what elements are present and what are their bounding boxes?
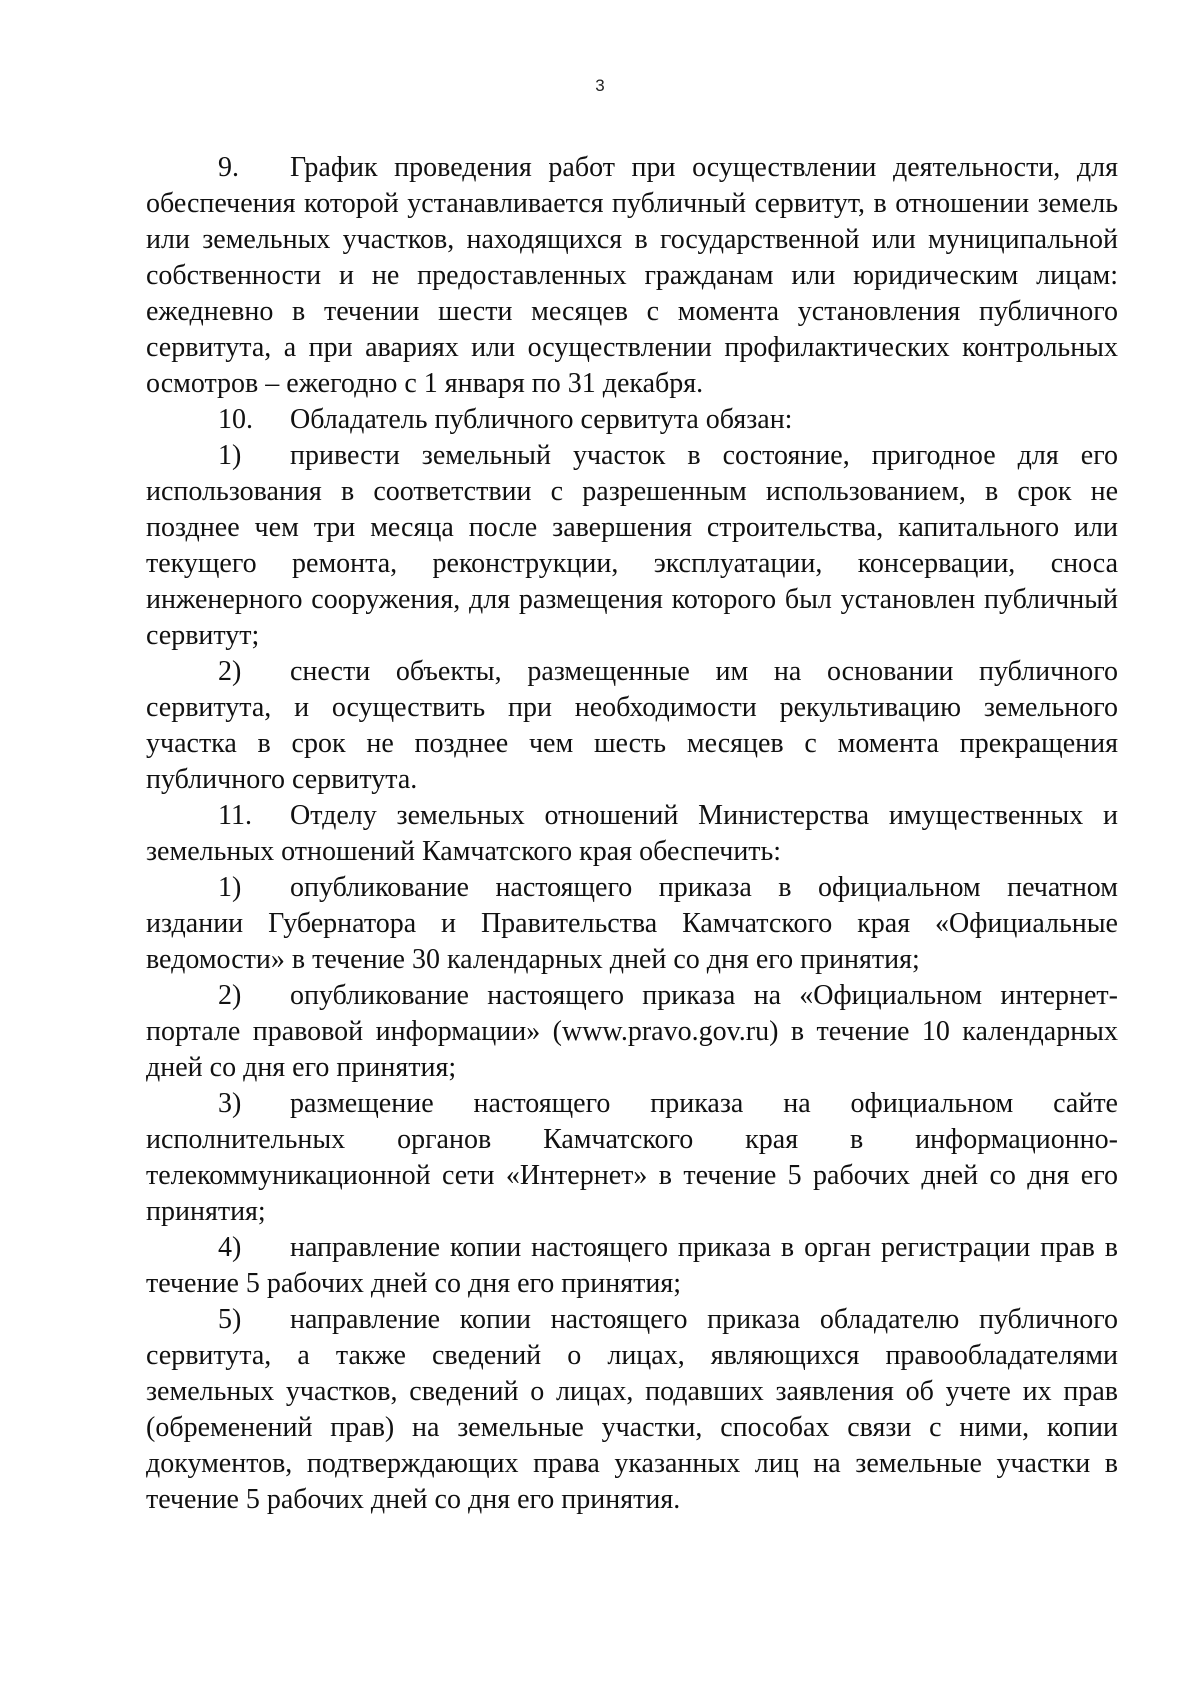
paragraph-text: Обладатель публичного сервитута обязан:	[290, 404, 793, 435]
paragraph-text: направление копии настоящего приказа обладателю публичного сервитута, а также сведений о лицах, являющихся правообладателями земельных участков, сведений о лицах, подавших заявления об учете их прав (обременений прав) на земельные участки, способах связи с ними, копии документов, подтверждающих права указанных лиц на земельные участки в течение 5 рабочих дней со дня его принятия.	[146, 1304, 1118, 1515]
paragraph-text: привести земельный участок в состояние, пригодное для его использования в соответствии с разрешенным использованием, в срок не позднее чем три месяца после завершения строительства, капитального или текущего ремонта, реконструкции, эксплуатации, консервации, сноса инженерного сооружения, для размещения которого был установлен публичный сервитут;	[146, 440, 1118, 651]
paragraph-11-item-1	[146, 870, 1118, 978]
paragraph-11	[146, 798, 1118, 870]
paragraph-10-item-1	[146, 438, 1118, 654]
paragraph-number: 1)	[218, 440, 242, 471]
paragraph-text: Отделу земельных отношений Министерства имущественных и земельных отношений Камчатского края обеспечить:	[146, 800, 1118, 867]
paragraph-number: 9.	[218, 152, 239, 183]
paragraph-number: 3)	[218, 1088, 242, 1119]
paragraph-9	[146, 150, 1118, 402]
paragraph-11-item-3	[146, 1086, 1118, 1230]
page-number: 3	[595, 76, 605, 95]
paragraph-text: направление копии настоящего приказа в орган регистрации прав в течение 5 рабочих дней со дня его принятия;	[146, 1232, 1118, 1299]
paragraph-text: График проведения работ при осуществлении деятельности, для обеспечения которой устанавливается публичный сервитут, в отношении земель или земельных участков, находящихся в государственной или муниципальной собственности и не предоставленных гражданам или юридическим лицам: ежедневно в течении шести месяцев с момента установления публичного сервитута, а при авариях или осуществлении профилактических контрольных осмотров – ежегодно с 1 января по 31 декабря.	[146, 152, 1118, 399]
paragraph-number: 4)	[218, 1232, 242, 1263]
paragraph-10-item-2	[146, 654, 1118, 798]
paragraph-text: снести объекты, размещенные им на основании публичного сервитута, и осуществить при необходимости рекультивацию земельного участка в срок не позднее чем шесть месяцев с момента прекращения публичного сервитута.	[146, 656, 1118, 795]
paragraph-number: 5)	[218, 1304, 242, 1335]
paragraph-number: 2)	[218, 980, 242, 1011]
paragraph-11-item-2	[146, 978, 1118, 1086]
paragraph-number: 2)	[218, 656, 242, 687]
paragraph-11-item-4	[146, 1230, 1118, 1302]
paragraph-text: опубликование настоящего приказа в официальном печатном издании Губернатора и Правительства Камчатского края «Официальные ведомости» в течение 30 календарных дней со дня его принятия;	[146, 872, 1118, 975]
paragraph-number: 10.	[218, 404, 253, 435]
document-body	[146, 150, 1118, 1518]
paragraph-text: опубликование настоящего приказа на «Официальном интернет-портале правовой информации» (www.pravo.gov.ru) в течение 10 календарных дней со дня его принятия;	[146, 980, 1118, 1083]
paragraph-11-item-5	[146, 1302, 1118, 1518]
paragraph-number: 11.	[218, 800, 252, 831]
paragraph-number: 1)	[218, 872, 242, 903]
paragraph-text: размещение настоящего приказа на официальном сайте исполнительных органов Камчатского края в информационно-телекоммуникационной сети «Интернет» в течение 5 рабочих дней со дня его принятия;	[146, 1088, 1118, 1227]
paragraph-10	[146, 402, 1118, 438]
